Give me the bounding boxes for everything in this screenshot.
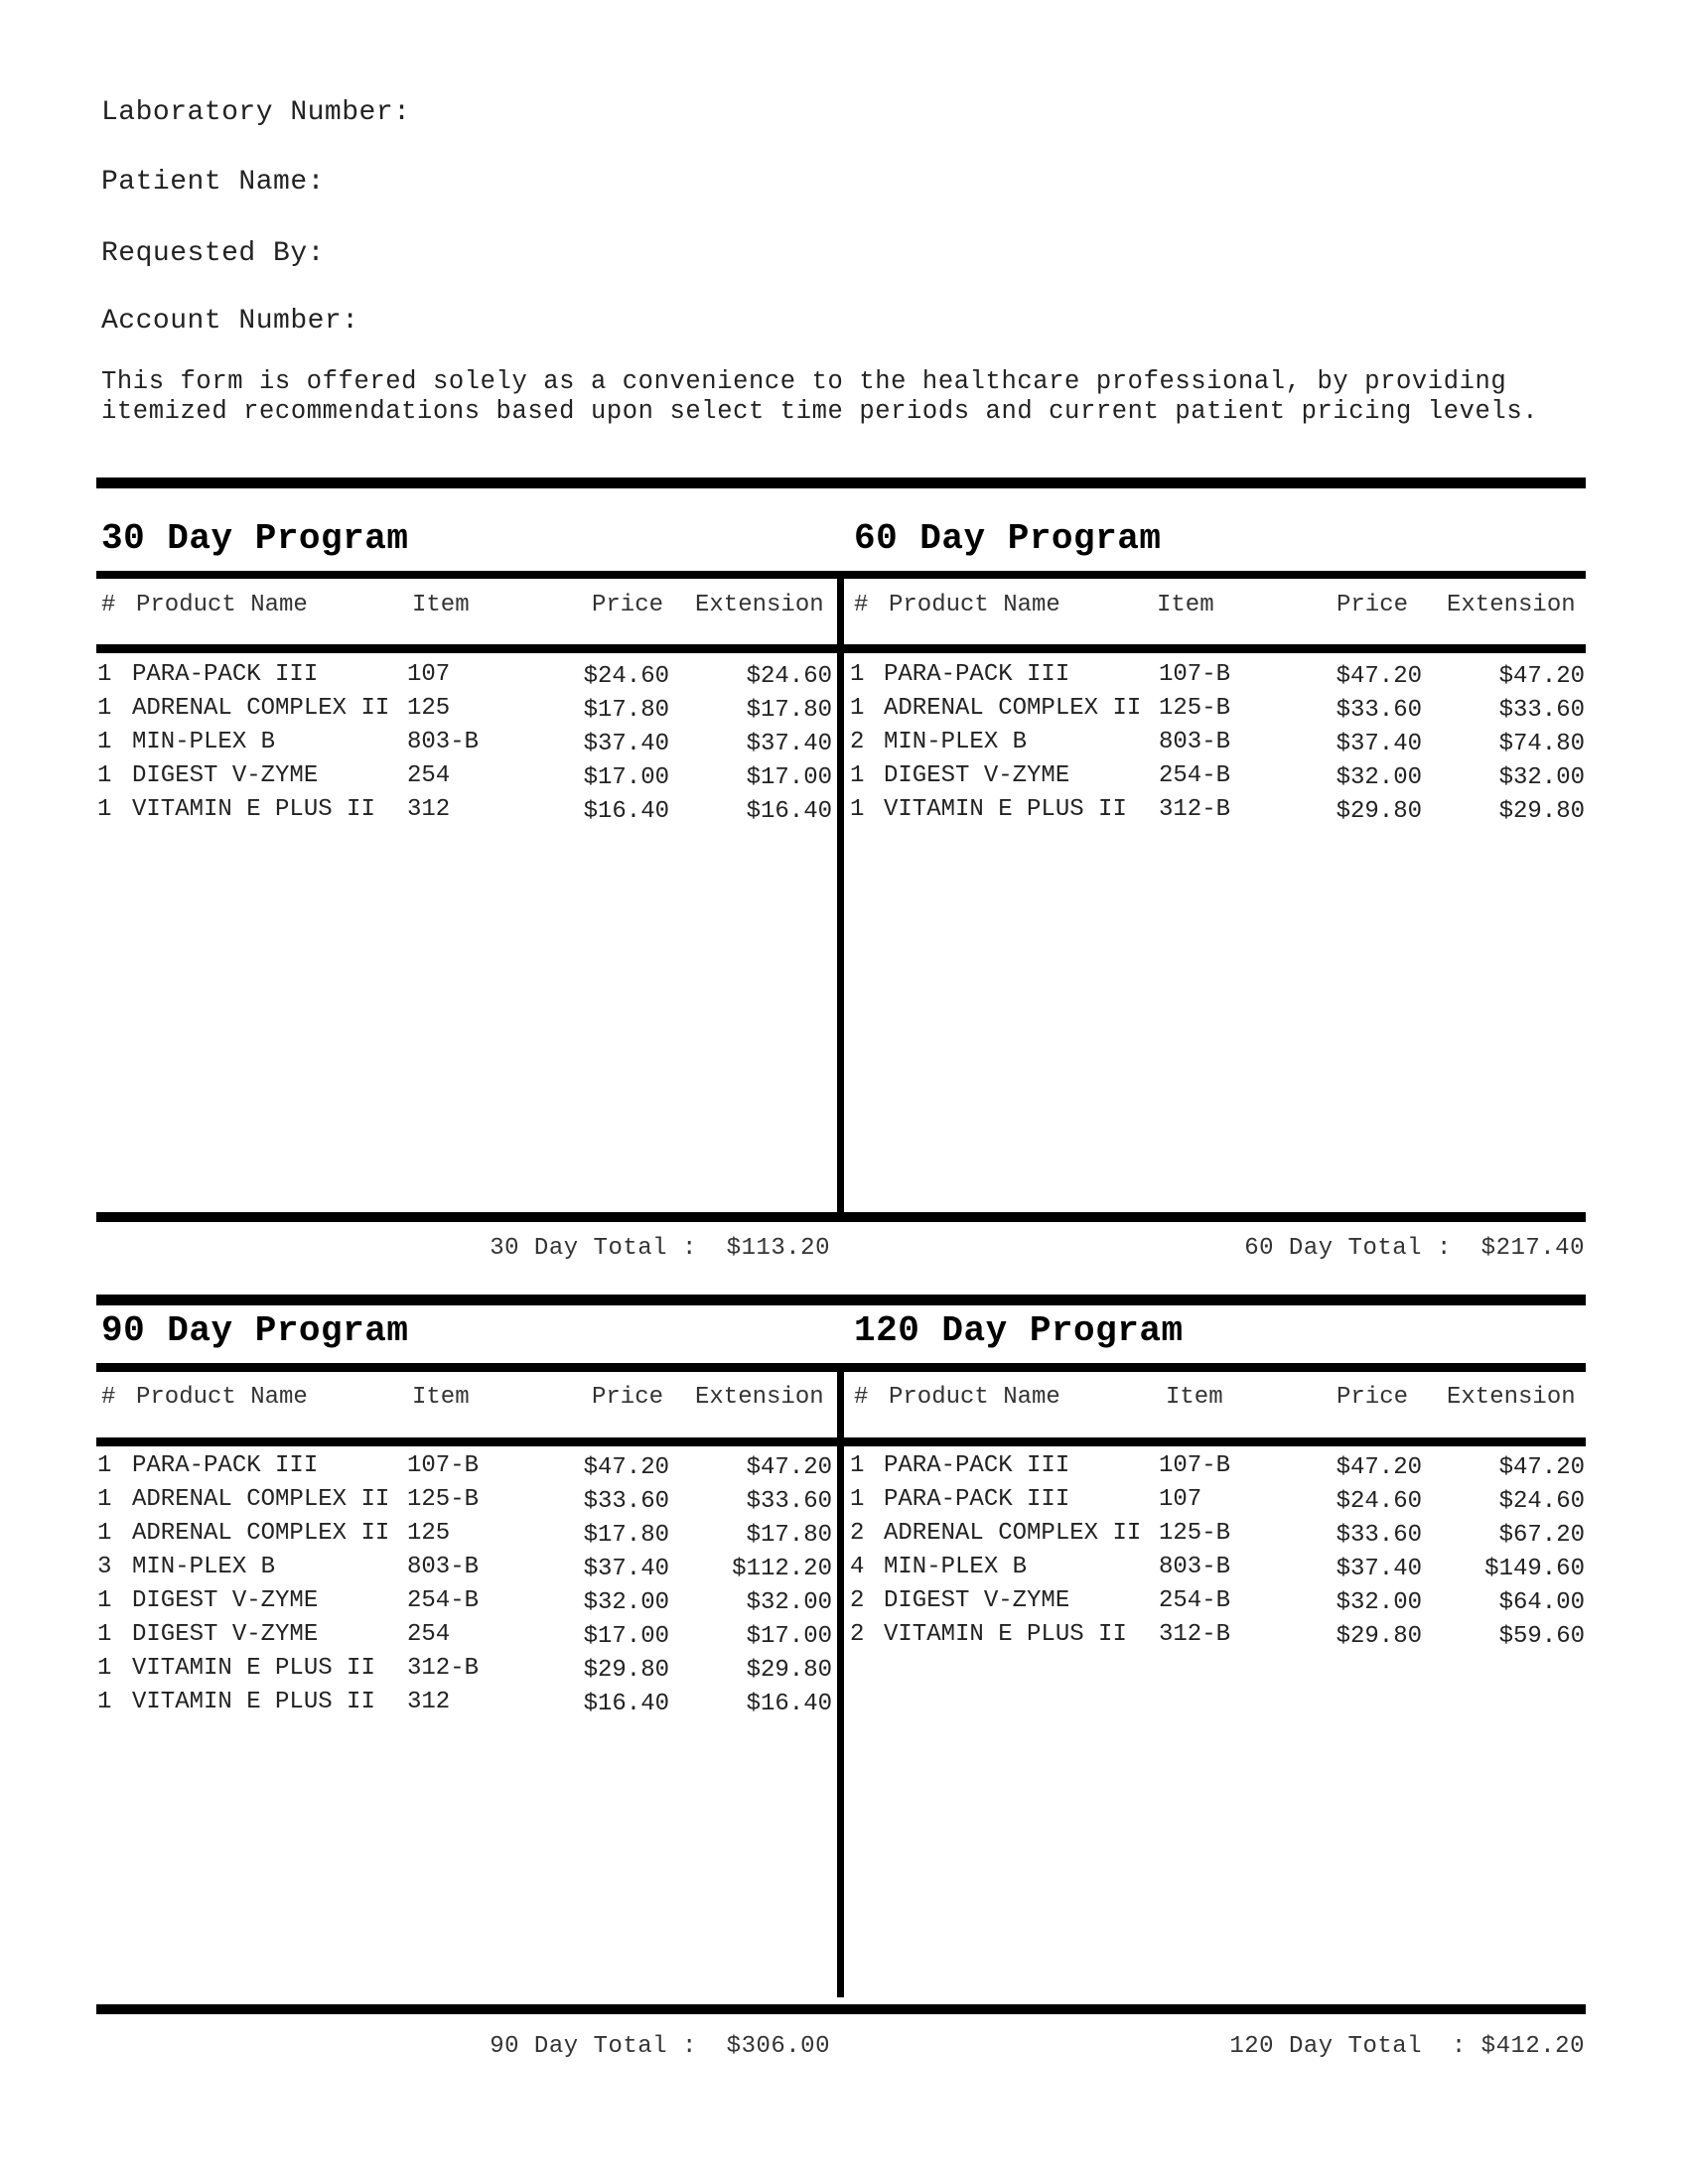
extension: $29.80 xyxy=(746,1657,832,1684)
qty: 3 xyxy=(97,1554,112,1580)
extension: $16.40 xyxy=(746,798,832,825)
item-code: 125-B xyxy=(1159,695,1231,722)
product-name: MIN-PLEX B xyxy=(884,1554,1028,1580)
extension: $37.40 xyxy=(746,731,832,757)
item-code: 107 xyxy=(407,661,451,688)
qty: 1 xyxy=(850,695,865,722)
extension: $17.80 xyxy=(746,1522,832,1549)
product-name: ADRENAL COMPLEX II xyxy=(884,1520,1142,1547)
extension: $17.00 xyxy=(746,764,832,791)
price: $47.20 xyxy=(1336,1454,1422,1481)
col-price: Price xyxy=(592,1384,664,1411)
price: $33.60 xyxy=(583,1488,669,1515)
extension: $24.60 xyxy=(1498,1488,1585,1515)
col-extension: Extension xyxy=(695,592,824,618)
extension: $32.00 xyxy=(1498,764,1585,791)
block2-bottom-rule xyxy=(96,2004,1586,2014)
price: $37.40 xyxy=(1336,731,1422,757)
product-name: MIN-PLEX B xyxy=(132,729,276,755)
item-code: 125 xyxy=(407,1520,451,1547)
product-name: MIN-PLEX B xyxy=(884,729,1028,755)
qty: 2 xyxy=(850,1587,865,1614)
price: $24.60 xyxy=(1336,1488,1422,1515)
account-number-label: Account Number: xyxy=(101,306,359,337)
qty: 4 xyxy=(850,1554,865,1580)
price: $29.80 xyxy=(1336,798,1422,825)
price: $33.60 xyxy=(1336,1522,1422,1549)
block2-vertical-divider xyxy=(837,1372,844,1997)
item-code: 312 xyxy=(407,1689,451,1715)
product-name: DIGEST V-ZYME xyxy=(132,1587,319,1614)
product-name: MIN-PLEX B xyxy=(132,1554,276,1580)
price: $47.20 xyxy=(1336,663,1422,690)
disclaimer-line-2: itemized recommendations based upon select time periods and current patient pricing levels. xyxy=(101,397,1539,426)
item-code: 254-B xyxy=(1159,1587,1231,1614)
item-code: 254 xyxy=(407,1621,451,1648)
product-name: PARA-PACK III xyxy=(132,1452,319,1479)
col-product: Product Name xyxy=(889,592,1060,618)
product-name: ADRENAL COMPLEX II xyxy=(132,1486,390,1513)
qty: 1 xyxy=(850,1452,865,1479)
product-name: DIGEST V-ZYME xyxy=(132,1621,319,1648)
col-qty: # xyxy=(854,1384,869,1411)
col-product: Product Name xyxy=(136,592,308,618)
col-qty: # xyxy=(101,1384,116,1411)
product-name: ADRENAL COMPLEX II xyxy=(132,1520,390,1547)
item-code: 803-B xyxy=(407,1554,480,1580)
item-code: 125-B xyxy=(407,1486,480,1513)
qty: 1 xyxy=(97,1587,112,1614)
total-60 xyxy=(1142,1235,1585,1262)
extension: $59.60 xyxy=(1498,1623,1585,1650)
col-product: Product Name xyxy=(889,1384,1060,1411)
qty: 1 xyxy=(850,796,865,823)
extension: $33.60 xyxy=(746,1488,832,1515)
qty: 1 xyxy=(97,1621,112,1648)
total-60-label: 60 Day Total : xyxy=(1244,1235,1452,1262)
product-name: DIGEST V-ZYME xyxy=(132,762,319,789)
price: $37.40 xyxy=(583,731,669,757)
block1-vertical-divider xyxy=(837,578,844,1213)
product-name: VITAMIN E PLUS II xyxy=(884,1621,1127,1648)
total-120-value: $412.20 xyxy=(1480,2033,1585,2060)
item-code: 312-B xyxy=(1159,796,1231,823)
price: $47.20 xyxy=(583,1454,669,1481)
program-title-30: 30 Day Program xyxy=(101,518,409,559)
qty: 1 xyxy=(97,1452,112,1479)
extension: $24.60 xyxy=(746,663,832,690)
block2-header-rule xyxy=(96,1437,1586,1446)
col-item: Item xyxy=(1157,592,1214,618)
disclaimer-line-1: This form is offered solely as a convenience to the healthcare professional, by providing xyxy=(101,367,1507,396)
patient-name-label: Patient Name: xyxy=(101,167,325,198)
qty: 1 xyxy=(97,729,112,755)
item-code: 107-B xyxy=(1159,1452,1231,1479)
extension: $47.20 xyxy=(1498,1454,1585,1481)
extension: $17.80 xyxy=(746,697,832,724)
extension: $47.20 xyxy=(1498,663,1585,690)
qty: 1 xyxy=(97,695,112,722)
program-title-90: 90 Day Program xyxy=(101,1310,409,1351)
product-name: PARA-PACK III xyxy=(884,1452,1070,1479)
price: $33.60 xyxy=(1336,697,1422,724)
extension: $47.20 xyxy=(746,1454,832,1481)
price: $17.00 xyxy=(583,1623,669,1650)
qty: 1 xyxy=(850,661,865,688)
item-code: 312 xyxy=(407,796,451,823)
total-90 xyxy=(397,2033,830,2060)
block1-header-rule xyxy=(96,644,1586,653)
qty: 1 xyxy=(850,1486,865,1513)
total-120 xyxy=(1142,2033,1585,2060)
product-name: DIGEST V-ZYME xyxy=(884,762,1070,789)
col-price: Price xyxy=(592,592,664,618)
item-code: 803-B xyxy=(1159,729,1231,755)
price: $16.40 xyxy=(583,798,669,825)
block2-title-rule xyxy=(96,1363,1586,1372)
price: $17.80 xyxy=(583,697,669,724)
extension: $74.80 xyxy=(1498,731,1585,757)
price: $24.60 xyxy=(583,663,669,690)
col-item: Item xyxy=(412,592,470,618)
total-120-label: 120 Day Total : xyxy=(1229,2033,1467,2060)
total-60-value: $217.40 xyxy=(1480,1235,1585,1262)
item-code: 803-B xyxy=(407,729,480,755)
item-code: 254 xyxy=(407,762,451,789)
item-code: 125 xyxy=(407,695,451,722)
qty: 1 xyxy=(97,1520,112,1547)
qty: 1 xyxy=(850,762,865,789)
item-code: 312-B xyxy=(1159,1621,1231,1648)
total-30-label: 30 Day Total : xyxy=(490,1235,697,1262)
price: $29.80 xyxy=(1336,1623,1422,1650)
item-code: 107-B xyxy=(1159,661,1231,688)
col-item: Item xyxy=(1166,1384,1223,1411)
product-name: VITAMIN E PLUS II xyxy=(132,1655,375,1682)
extension: $33.60 xyxy=(1498,697,1585,724)
extension: $32.00 xyxy=(746,1589,832,1616)
qty: 1 xyxy=(97,1689,112,1715)
extension: $112.20 xyxy=(732,1556,832,1582)
product-name: ADRENAL COMPLEX II xyxy=(884,695,1142,722)
col-price: Price xyxy=(1336,592,1409,618)
block1-top-rule xyxy=(96,478,1586,488)
col-extension: Extension xyxy=(695,1384,824,1411)
qty: 2 xyxy=(850,1621,865,1648)
col-qty: # xyxy=(854,592,869,618)
qty: 1 xyxy=(97,661,112,688)
product-name: PARA-PACK III xyxy=(884,661,1070,688)
qty: 2 xyxy=(850,1520,865,1547)
qty: 2 xyxy=(850,729,865,755)
col-price: Price xyxy=(1336,1384,1409,1411)
item-code: 107 xyxy=(1159,1486,1202,1513)
qty: 1 xyxy=(97,762,112,789)
item-code: 312-B xyxy=(407,1655,480,1682)
col-extension: Extension xyxy=(1447,592,1576,618)
disclaimer xyxy=(101,367,1538,427)
col-product: Product Name xyxy=(136,1384,308,1411)
laboratory-number-label: Laboratory Number: xyxy=(101,97,411,128)
total-90-value: $306.00 xyxy=(726,2033,830,2060)
product-name: PARA-PACK III xyxy=(884,1486,1070,1513)
qty: 1 xyxy=(97,1486,112,1513)
requested-by-label: Requested By: xyxy=(101,238,325,269)
price: $17.80 xyxy=(583,1522,669,1549)
price: $37.40 xyxy=(583,1556,669,1582)
item-code: 254-B xyxy=(407,1587,480,1614)
price: $16.40 xyxy=(583,1691,669,1717)
program-title-120: 120 Day Program xyxy=(854,1310,1184,1351)
extension: $16.40 xyxy=(746,1691,832,1717)
col-item: Item xyxy=(412,1384,470,1411)
price: $32.00 xyxy=(583,1589,669,1616)
item-code: 125-B xyxy=(1159,1520,1231,1547)
col-extension: Extension xyxy=(1447,1384,1576,1411)
block2-top-rule xyxy=(96,1295,1586,1305)
product-name: DIGEST V-ZYME xyxy=(884,1587,1070,1614)
program-title-60: 60 Day Program xyxy=(854,518,1162,559)
item-code: 803-B xyxy=(1159,1554,1231,1580)
block1-bottom-rule xyxy=(96,1212,1586,1222)
price: $17.00 xyxy=(583,764,669,791)
price: $29.80 xyxy=(583,1657,669,1684)
extension: $64.00 xyxy=(1498,1589,1585,1616)
price: $37.40 xyxy=(1336,1556,1422,1582)
extension: $67.20 xyxy=(1498,1522,1585,1549)
product-name: PARA-PACK III xyxy=(132,661,319,688)
product-name: VITAMIN E PLUS II xyxy=(884,796,1127,823)
total-90-label: 90 Day Total : xyxy=(490,2033,697,2060)
product-name: VITAMIN E PLUS II xyxy=(132,796,375,823)
col-qty: # xyxy=(101,592,116,618)
extension: $29.80 xyxy=(1498,798,1585,825)
product-name: ADRENAL COMPLEX II xyxy=(132,695,390,722)
item-code: 254-B xyxy=(1159,762,1231,789)
total-30 xyxy=(397,1235,830,1262)
qty: 1 xyxy=(97,1655,112,1682)
extension: $17.00 xyxy=(746,1623,832,1650)
item-code: 107-B xyxy=(407,1452,480,1479)
product-name: VITAMIN E PLUS II xyxy=(132,1689,375,1715)
extension: $149.60 xyxy=(1484,1556,1585,1582)
price: $32.00 xyxy=(1336,764,1422,791)
total-30-value: $113.20 xyxy=(726,1235,830,1262)
qty: 1 xyxy=(97,796,112,823)
price: $32.00 xyxy=(1336,1589,1422,1616)
